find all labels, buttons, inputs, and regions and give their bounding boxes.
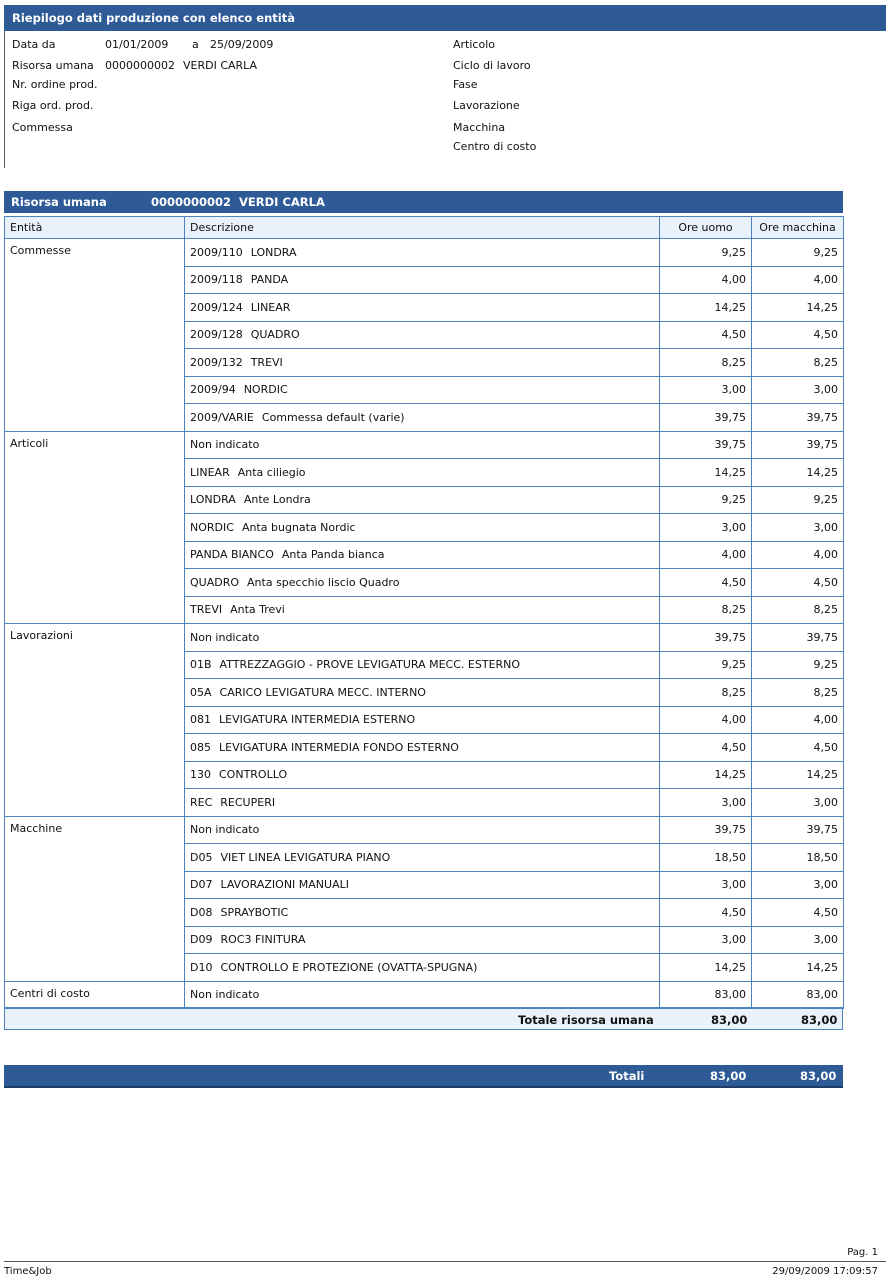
item-description: CONTROLLO	[219, 768, 288, 782]
ore-uomo-cell: 39,75	[660, 816, 752, 844]
item-code: LINEAR	[190, 465, 230, 479]
articolo-label: Articolo	[453, 38, 495, 51]
description-cell	[185, 569, 660, 597]
description-cell	[185, 431, 660, 459]
ore-uomo-cell: 3,00	[660, 926, 752, 954]
description-cell	[185, 541, 660, 569]
ore-macchina-cell: 3,00	[752, 871, 844, 899]
total-row	[4, 1065, 843, 1088]
ore-uomo-cell: 4,50	[660, 569, 752, 597]
ore-macchina-cell: 3,00	[752, 926, 844, 954]
ore-uomo-cell: 3,00	[660, 871, 752, 899]
ordine-label: Nr. ordine prod.	[12, 78, 98, 91]
ore-uomo-cell: 4,50	[660, 734, 752, 762]
ore-uomo-cell: 9,25	[660, 239, 752, 267]
item-code: 2009/110	[190, 245, 243, 259]
ore-uomo-cell: 14,25	[660, 761, 752, 789]
table-body	[5, 239, 844, 1009]
description-cell	[185, 486, 660, 514]
item-code: Non indicato	[190, 630, 260, 644]
item-description: Anta specchio liscio Quadro	[247, 575, 400, 589]
ore-macchina-cell: 8,25	[752, 349, 844, 377]
total-ore-uomo: 83,00	[710, 1069, 747, 1083]
description-cell	[185, 706, 660, 734]
item-code: 081	[190, 713, 211, 727]
ore-macchina-cell: 14,25	[752, 294, 844, 322]
table-row	[5, 431, 844, 459]
ore-macchina-cell: 14,25	[752, 954, 844, 982]
col-entita: Entità	[5, 217, 185, 239]
item-code: D05	[190, 850, 213, 864]
ore-uomo-cell: 39,75	[660, 624, 752, 652]
item-code: 130	[190, 768, 211, 782]
item-code: Non indicato	[190, 988, 260, 1002]
ore-uomo-cell: 14,25	[660, 294, 752, 322]
ore-macchina-cell: 4,50	[752, 899, 844, 927]
ore-uomo-cell: 4,50	[660, 899, 752, 927]
item-description: Commessa default (varie)	[261, 410, 405, 424]
item-description: PANDA	[250, 273, 289, 287]
filter-panel	[4, 31, 886, 168]
ore-uomo-cell: 9,25	[660, 651, 752, 679]
subtotal-row	[4, 1007, 843, 1030]
riga-label: Riga ord. prod.	[12, 99, 94, 112]
data-da-value: 01/01/2009	[105, 38, 169, 51]
ore-macchina-cell: 3,00	[752, 514, 844, 542]
data-a-label: a	[192, 38, 199, 51]
commessa-label: Commessa	[12, 121, 73, 134]
ore-macchina-cell: 14,25	[752, 459, 844, 487]
footer-app-name: Time&Job	[4, 1266, 52, 1277]
description-cell	[185, 596, 660, 624]
ore-uomo-cell: 3,00	[660, 514, 752, 542]
table-row	[5, 239, 844, 267]
description-cell	[185, 926, 660, 954]
subtotal-ore-uomo: 83,00	[711, 1013, 748, 1027]
footer-timestamp: 29/09/2009 17:09:57	[772, 1266, 878, 1277]
description-cell	[185, 404, 660, 432]
entity-cell: Articoli	[5, 431, 185, 624]
item-code: 2009/94	[190, 383, 236, 397]
ore-macchina-cell: 39,75	[752, 431, 844, 459]
ore-macchina-cell: 9,25	[752, 486, 844, 514]
item-description: LEVIGATURA INTERMEDIA ESTERNO	[219, 713, 416, 727]
ore-macchina-cell: 4,50	[752, 734, 844, 762]
ore-macchina-cell: 39,75	[752, 404, 844, 432]
ore-macchina-cell: 9,25	[752, 239, 844, 267]
description-cell	[185, 459, 660, 487]
description-cell	[185, 321, 660, 349]
table-header-row	[5, 217, 844, 239]
item-code: 05A	[190, 685, 212, 699]
description-cell	[185, 981, 660, 1009]
table-row	[5, 624, 844, 652]
col-ore-macchina: Ore macchina	[752, 217, 844, 239]
fase-label: Fase	[453, 78, 478, 91]
ore-macchina-cell: 83,00	[752, 981, 844, 1009]
item-description: NORDIC	[243, 383, 288, 397]
item-code: TREVI	[190, 603, 223, 617]
item-description: CARICO LEVIGATURA MECC. INTERNO	[219, 685, 426, 699]
item-code: NORDIC	[190, 520, 234, 534]
description-cell	[185, 294, 660, 322]
item-description: Ante Londra	[243, 493, 311, 507]
item-code: Non indicato	[190, 438, 260, 452]
ore-macchina-cell: 14,25	[752, 761, 844, 789]
item-description: Anta bugnata Nordic	[241, 520, 356, 534]
ore-uomo-cell: 9,25	[660, 486, 752, 514]
item-code: D09	[190, 933, 213, 947]
table-row	[5, 981, 844, 1009]
group-header	[4, 191, 843, 213]
col-ore-uomo: Ore uomo	[660, 217, 752, 239]
ore-macchina-cell: 4,00	[752, 541, 844, 569]
item-code: 085	[190, 740, 211, 754]
lavorazione-label: Lavorazione	[453, 99, 520, 112]
subtotal-label: Totale risorsa umana	[518, 1013, 654, 1027]
report-title: Riepilogo dati produzione con elenco entità	[4, 5, 886, 31]
item-code: LONDRA	[190, 493, 236, 507]
description-cell	[185, 734, 660, 762]
ciclo-label: Ciclo di lavoro	[453, 59, 531, 72]
item-code: D08	[190, 905, 213, 919]
ore-uomo-cell: 14,25	[660, 954, 752, 982]
item-code: REC	[190, 795, 213, 809]
risorsa-name: VERDI CARLA	[183, 59, 258, 72]
data-da-label: Data da	[12, 38, 56, 51]
ore-uomo-cell: 4,00	[660, 706, 752, 734]
ore-uomo-cell: 4,00	[660, 541, 752, 569]
ore-macchina-cell: 3,00	[752, 376, 844, 404]
item-code: 2009/132	[190, 355, 243, 369]
item-code: 2009/118	[190, 273, 243, 287]
item-code: 2009/128	[190, 328, 243, 342]
item-description: TREVI	[250, 355, 283, 369]
item-description: LONDRA	[250, 245, 297, 259]
subtotal-ore-macchina: 83,00	[801, 1013, 838, 1027]
item-description: ROC3 FINITURA	[220, 933, 306, 947]
risorsa-label: Risorsa umana	[12, 59, 94, 72]
description-cell	[185, 651, 660, 679]
item-description: SPRAYBOTIC	[220, 905, 289, 919]
page-number: Pag. 1	[847, 1247, 878, 1258]
item-code: D10	[190, 960, 213, 974]
item-description: CONTROLLO E PROTEZIONE (OVATTA-SPUGNA)	[220, 960, 478, 974]
ore-uomo-cell: 39,75	[660, 404, 752, 432]
description-cell	[185, 871, 660, 899]
ore-macchina-cell: 3,00	[752, 789, 844, 817]
item-code: 2009/124	[190, 300, 243, 314]
ore-uomo-cell: 3,00	[660, 789, 752, 817]
data-a-value: 25/09/2009	[210, 38, 274, 51]
description-cell	[185, 816, 660, 844]
description-cell	[185, 844, 660, 872]
item-description: Anta Trevi	[230, 603, 285, 617]
item-code: PANDA BIANCO	[190, 548, 274, 562]
ore-macchina-cell: 39,75	[752, 816, 844, 844]
description-cell	[185, 624, 660, 652]
ore-uomo-cell: 18,50	[660, 844, 752, 872]
entity-cell: Lavorazioni	[5, 624, 185, 817]
ore-macchina-cell: 9,25	[752, 651, 844, 679]
description-cell	[185, 349, 660, 377]
ore-uomo-cell: 8,25	[660, 679, 752, 707]
ore-macchina-cell: 4,50	[752, 569, 844, 597]
description-cell	[185, 761, 660, 789]
col-descrizione: Descrizione	[185, 217, 660, 239]
ore-macchina-cell: 4,00	[752, 706, 844, 734]
table-row	[5, 816, 844, 844]
ore-macchina-cell: 18,50	[752, 844, 844, 872]
ore-macchina-cell: 8,25	[752, 679, 844, 707]
ore-uomo-cell: 8,25	[660, 596, 752, 624]
total-ore-macchina: 83,00	[800, 1069, 837, 1083]
item-code: D07	[190, 878, 213, 892]
item-description: LINEAR	[250, 300, 291, 314]
description-cell	[185, 789, 660, 817]
ore-uomo-cell: 8,25	[660, 349, 752, 377]
ore-macchina-cell: 8,25	[752, 596, 844, 624]
description-cell	[185, 266, 660, 294]
description-cell	[185, 954, 660, 982]
description-cell	[185, 376, 660, 404]
ore-uomo-cell: 14,25	[660, 459, 752, 487]
ore-macchina-cell: 4,50	[752, 321, 844, 349]
total-label: Totali	[609, 1069, 645, 1083]
ore-uomo-cell: 83,00	[660, 981, 752, 1009]
item-description: Anta Panda bianca	[281, 548, 385, 562]
item-description: ATTREZZAGGIO - PROVE LEVIGATURA MECC. ESTERNO	[219, 658, 521, 672]
entity-cell: Commesse	[5, 239, 185, 432]
ore-uomo-cell: 4,50	[660, 321, 752, 349]
group-code: 0000000002	[151, 195, 232, 209]
description-cell	[185, 899, 660, 927]
description-cell	[185, 514, 660, 542]
group-name: VERDI CARLA	[239, 195, 325, 209]
ore-macchina-cell: 39,75	[752, 624, 844, 652]
ore-uomo-cell: 4,00	[660, 266, 752, 294]
item-code: QUADRO	[190, 575, 240, 589]
entity-cell: Macchine	[5, 816, 185, 981]
entity-cell: Centri di costo	[5, 981, 185, 1009]
risorsa-code: 0000000002	[105, 59, 175, 72]
ore-uomo-cell: 3,00	[660, 376, 752, 404]
item-code: 2009/VARIE	[190, 410, 254, 424]
macchina-label: Macchina	[453, 121, 506, 134]
description-cell	[185, 679, 660, 707]
group-label: Risorsa umana	[11, 195, 107, 209]
centro-costo-label: Centro di costo	[453, 140, 537, 153]
description-cell	[185, 239, 660, 267]
item-description: QUADRO	[250, 328, 300, 342]
footer-divider	[4, 1261, 886, 1262]
item-description: Anta ciliegio	[237, 465, 306, 479]
item-description: VIET LINEA LEVIGATURA PIANO	[220, 850, 391, 864]
ore-macchina-cell: 4,00	[752, 266, 844, 294]
item-code: 01B	[190, 658, 212, 672]
entity-table	[4, 216, 844, 1009]
item-description: LAVORAZIONI MANUALI	[220, 878, 349, 892]
ore-uomo-cell: 39,75	[660, 431, 752, 459]
item-description: RECUPERI	[220, 795, 276, 809]
item-code: Non indicato	[190, 823, 260, 837]
item-description: LEVIGATURA INTERMEDIA FONDO ESTERNO	[219, 740, 459, 754]
